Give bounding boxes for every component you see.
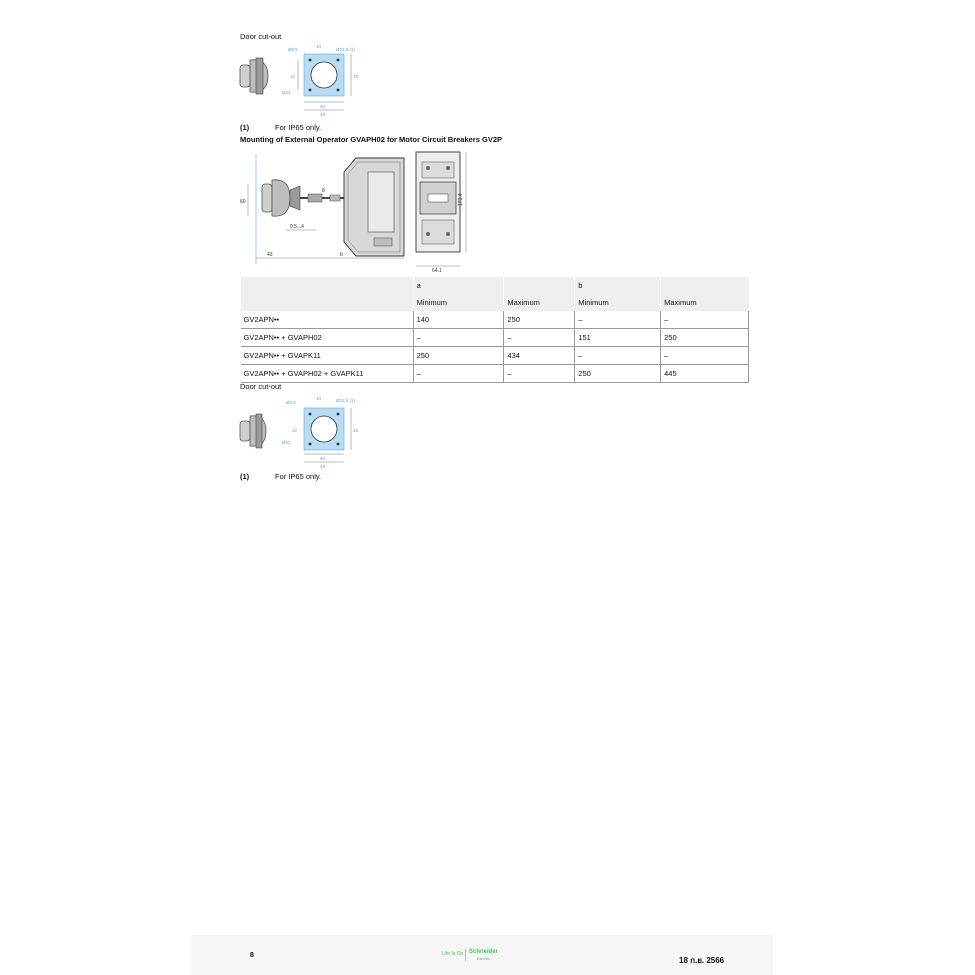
- dim-knob-depth: 43: [267, 252, 273, 258]
- footer-divider: [465, 949, 466, 961]
- footer-date: 18 ก.ย. 2566: [679, 956, 725, 965]
- dim-door-gap: 0.5...4: [290, 224, 304, 230]
- dim-spacing: 12: [290, 74, 296, 79]
- table-sub-header: [241, 294, 749, 311]
- dim-height: 48: [353, 428, 359, 433]
- door-cutout-drawing-1: [236, 42, 366, 122]
- cell-b-max: 250: [661, 329, 749, 347]
- cell-a-min: 140: [413, 311, 504, 329]
- note-marker-2: (1): [240, 472, 250, 481]
- note-text-2: For IP65 only.: [275, 472, 322, 481]
- cell-b-min: 151: [575, 329, 661, 347]
- operator-side-view: [256, 154, 404, 264]
- dim-offset: 10: [316, 44, 322, 49]
- dim-side: 8: [322, 188, 325, 194]
- cell-a-max: –: [504, 365, 575, 383]
- cutout-hole: [311, 62, 337, 88]
- dim-width-outer: 48: [320, 112, 326, 117]
- dim-hole-dia: Ø9.5: [288, 47, 298, 52]
- brand-sub: Electric: [477, 956, 491, 961]
- row-name: GV2APN•• + GVAPH02: [241, 329, 414, 347]
- brand-logo: Schneider: [469, 949, 499, 955]
- dim-front-width: 64.1: [432, 268, 442, 274]
- page-footer: [191, 935, 773, 975]
- table-row: [241, 365, 749, 383]
- mounting-heading: Mounting of External Operator GVAPH02 for Motor Circuit Breakers GV2P: [240, 135, 502, 144]
- dim-width-inner: 40: [320, 104, 326, 109]
- knob-side-view: [240, 414, 266, 448]
- cell-b-max: 445: [661, 365, 749, 383]
- table-group-header: [241, 277, 749, 294]
- group-a-header: a: [413, 277, 504, 294]
- group-b-header: b: [575, 277, 661, 294]
- dim-height: 48: [353, 74, 359, 79]
- cell-a-min: 250: [413, 347, 504, 365]
- dim-cutout-dia: Ø22.5 (1): [336, 47, 356, 52]
- cell-a-min: –: [413, 365, 504, 383]
- dim-hole-dia: Ø3.5: [286, 400, 296, 405]
- cell-b-min: 250: [575, 365, 661, 383]
- cell-a-min: –: [413, 329, 504, 347]
- dim-shaft-length: b: [340, 252, 343, 258]
- dim-offset: 10: [316, 396, 322, 401]
- row-name: GV2APN•• + GVAPK11: [241, 347, 414, 365]
- footer-tagline: Life Is On: [442, 951, 464, 957]
- door-cutout-caption-2: Door cut-out: [240, 382, 282, 391]
- cell-b-max: –: [661, 347, 749, 365]
- knob-side-view: [240, 58, 268, 94]
- breaker-front-view: [416, 152, 460, 252]
- cell-b-min: –: [575, 311, 661, 329]
- dim-knob-height: 60: [240, 199, 246, 205]
- sub-header-a-min: Minimum: [413, 294, 504, 311]
- dim-cutout-dia: Ø22.5 (1): [336, 398, 356, 403]
- table-row: [241, 311, 749, 329]
- spec-table: [240, 277, 749, 383]
- sub-header-a-max: Maximum: [504, 294, 575, 311]
- dim-inner-dia: Ø22: [282, 90, 291, 95]
- dim-spacing: 12: [292, 428, 298, 433]
- note-text-1: For IP65 only.: [275, 123, 322, 132]
- dim-inner-dia: Ø22: [282, 440, 291, 445]
- cell-b-max: –: [661, 311, 749, 329]
- cell-a-max: –: [504, 329, 575, 347]
- sub-header-b-min: Minimum: [575, 294, 661, 311]
- row-name: GV2APN•• + GVAPH02 + GVAPK11: [241, 365, 414, 383]
- dim-width-inner: 40: [320, 456, 326, 461]
- dim-width-outer: 48: [320, 464, 326, 469]
- note-marker-1: (1): [240, 123, 250, 132]
- door-cutout-caption-1: Door cut-out: [240, 32, 282, 41]
- cell-a-max: 434: [504, 347, 575, 365]
- cell-b-min: –: [575, 347, 661, 365]
- table-row: [241, 347, 749, 365]
- sub-header-b-max: Maximum: [661, 294, 749, 311]
- row-name: GV2APN••: [241, 311, 414, 329]
- cutout-hole: [311, 416, 337, 442]
- door-cutout-drawing-2: [236, 392, 366, 472]
- mounting-drawing: [236, 146, 471, 274]
- dim-front-height: 173.4: [458, 193, 464, 206]
- cell-a-max: 250: [504, 311, 575, 329]
- table-row: [241, 329, 749, 347]
- page-number: 8: [250, 952, 254, 959]
